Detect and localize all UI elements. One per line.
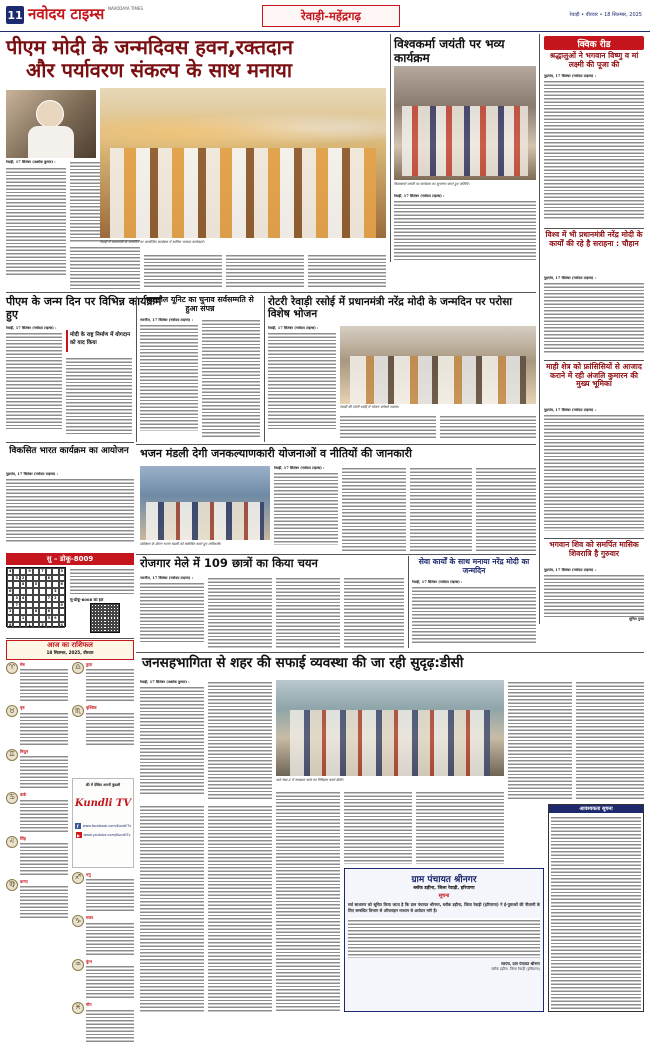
sudoku-cell: 9 bbox=[59, 602, 65, 609]
viksit-headline: विकसित भारत कार्यक्रम का आयोजन bbox=[9, 446, 129, 456]
seva-body bbox=[412, 580, 536, 648]
lead-body-col5 bbox=[308, 253, 386, 289]
sudoku-cell bbox=[59, 615, 65, 622]
zodiac-name: वृष bbox=[20, 705, 25, 711]
zodiac-entry bbox=[6, 792, 68, 833]
sanitation-body-col3 bbox=[508, 680, 572, 800]
qr-item2-dateline: गुड़गांव, 17 सितंबर (नवोदय टाइम्स) : bbox=[544, 276, 597, 280]
zodiac-name: मीन bbox=[86, 1002, 92, 1008]
sanitation-body-col5 bbox=[140, 804, 204, 1012]
lead-photo bbox=[6, 90, 96, 158]
lead-headline-line2: और पर्यावरण संकल्प के साथ मनाया bbox=[26, 58, 293, 82]
sudoku-grid bbox=[6, 567, 66, 627]
sudoku-solution-label: सु-डोकू-8008 का हल bbox=[70, 597, 104, 602]
kundli-sub: फ्री में देखिए अपनी कुंडली bbox=[85, 783, 121, 787]
roti-photo bbox=[340, 326, 536, 404]
bhajan-body-col1 bbox=[274, 466, 338, 552]
qr-item4-headline: भगवान शिव को समर्पित मासिक शिवरात्रि है गुरुवार bbox=[549, 540, 639, 558]
gram-notice bbox=[344, 868, 544, 1012]
sudoku-cell: 8 bbox=[46, 575, 52, 582]
zodiac-10-icon: ♑ bbox=[72, 915, 84, 927]
facebook-link[interactable]: www.facebook.com/KundliTv bbox=[82, 824, 132, 828]
rojgar-body-col2 bbox=[208, 576, 272, 648]
nascent-headline: नास्लौल यूनिट का चुनाव सर्वसम्मति से हुआ संपन्न bbox=[146, 295, 254, 313]
page-number: 11 bbox=[6, 6, 24, 24]
zodiac-name: तुला bbox=[86, 662, 93, 667]
qr-item1-body bbox=[544, 74, 644, 226]
zodiac-name: कन्या bbox=[20, 878, 28, 884]
zodiac-name: वृश्चिक bbox=[86, 705, 97, 711]
birthday-dateline: रेवाड़ी, 17 सितंबर (नवोदय टाइम्स) : bbox=[6, 326, 57, 330]
roti-photo-caption: रेवाड़ी की रोटरी रसोई में भोजन परोसते सदस्य। bbox=[340, 405, 399, 409]
bhajan-dateline: रेवाड़ी, 17 सितंबर (नवोदय टाइम्स) : bbox=[274, 466, 325, 470]
sanitation-body-col7 bbox=[276, 790, 340, 1012]
sudoku-cell: 4 bbox=[9, 569, 12, 573]
lead-group-photo bbox=[100, 88, 386, 238]
birthday-subhead-box bbox=[66, 330, 132, 352]
vishwakarma-photo bbox=[394, 66, 536, 180]
gram-notice-body: सर्व साधारण को सूचित किया जाता है कि ग्राम पंचायत श्रीनगर, ब्लॉक डहीना, जिला रेवाड़ी (हरियाणा) ने ई-पुस्तकों की नीलामी के लिए सम्बंधित विभाग से ऑनलाइन माध्यम से आवेदन मांगे हैं। bbox=[348, 902, 540, 913]
sudoku-cell: 8 bbox=[9, 622, 12, 627]
rojgar-dateline: नारनौल, 17 सितंबर (नवोदय टाइम्स) : bbox=[140, 576, 193, 580]
bhajan-headline: भजन मंडली देगी जनकल्याणकारी योजनाओं व नीतियों की जानकारी bbox=[140, 447, 412, 460]
sudoku-cell: 9 bbox=[54, 616, 57, 621]
qr-item3-body bbox=[544, 408, 644, 536]
sudoku-solution-cell bbox=[116, 629, 119, 632]
zodiac-entry bbox=[72, 959, 134, 1000]
gram-notice-footer: ब्लॉक डहीना, जिला रेवाड़ी (हरियाणा) bbox=[491, 967, 540, 971]
quick-read-banner bbox=[544, 36, 644, 50]
birthday-headline: पीएम के जन्म दिन पर विभिन्न कार्यक्रम हुए bbox=[6, 295, 162, 321]
roti-headline: रोटरी रेवाड़ी रसोई में प्रधानमंत्री नरेंद्र मोदी के जन्मदिन पर परोसा विशेष भोजन bbox=[268, 296, 513, 321]
gram-notice-signature: सरपंच, ग्राम पंचायत श्रीनगर bbox=[501, 961, 540, 966]
rojgar-body-col3 bbox=[276, 576, 340, 648]
zodiac-entry bbox=[6, 705, 68, 746]
sudoku-cell: 6 bbox=[59, 581, 65, 588]
qr-item4-body bbox=[544, 568, 644, 628]
sudoku-banner bbox=[6, 553, 134, 565]
paper-sub: NAVODAYA TIMES bbox=[108, 6, 144, 11]
zodiac-4-icon: ♋ bbox=[6, 792, 18, 804]
sudoku-solution-grid bbox=[90, 603, 120, 633]
vishwakarma-body bbox=[394, 194, 536, 266]
zodiac-entry bbox=[72, 1002, 134, 1043]
sanitation-body-col6 bbox=[208, 804, 272, 1012]
sudoku-cell: 5 bbox=[41, 622, 44, 627]
gram-notice-subtitle: ब्लॉक डहीना, जिला रेवाड़ी, हरियाणा bbox=[413, 886, 475, 891]
lead-headline-line1: पीएम मोदी के जन्मदिवस हवन,रक्तदान bbox=[6, 35, 293, 59]
gram-notice-label: सूचना bbox=[438, 893, 450, 899]
roti-body-col3 bbox=[440, 414, 536, 440]
sudoku-cell: 5 bbox=[33, 581, 39, 588]
zodiac-column-2 bbox=[72, 662, 134, 774]
sudoku-cell: 1 bbox=[28, 622, 31, 627]
vishwakarma-photo-caption: विश्वकर्मा जयंती पर कार्यक्रम का शुभारंभ करते हुए अतिथि। bbox=[394, 182, 470, 186]
sanitation-body-col2 bbox=[208, 680, 272, 800]
zodiac-name: मेष bbox=[20, 662, 25, 667]
sudoku-cell: 1 bbox=[20, 615, 26, 622]
birthday-body-col1 bbox=[6, 326, 62, 436]
sanitation-dateline: रेवाड़ी, 17 सितंबर (अशोक कुमार) : bbox=[140, 680, 190, 684]
sudoku-cell: 3 bbox=[15, 595, 18, 600]
birthday-subhead: मोदी के राष्ट्र निर्माण में योगदान को याद किया bbox=[70, 332, 131, 346]
zodiac-8-icon: ♏ bbox=[72, 705, 84, 717]
sudoku-cell: 4 bbox=[20, 595, 26, 602]
bhajan-photo bbox=[140, 466, 270, 540]
zodiac-11-icon: ♒ bbox=[72, 959, 84, 971]
zodiac-entry bbox=[72, 705, 134, 746]
zodiac-entry bbox=[6, 662, 68, 703]
classified-title: आवश्यकता सूचना bbox=[549, 805, 643, 813]
section-banner bbox=[262, 5, 400, 27]
zodiac-name: कर्क bbox=[20, 792, 27, 798]
youtube-icon: ▶ bbox=[76, 832, 81, 838]
quick-read-label: क्विक रीड bbox=[577, 39, 611, 50]
viksit-body bbox=[6, 472, 134, 550]
lead-body-col1 bbox=[6, 160, 66, 284]
qr-item3-headline: माही शेत्र को फ्रांसिसियों से आजाद कराने में रही अंजलि कुमारन की मुख्य भूमिका bbox=[546, 362, 642, 389]
zodiac-name: सिंह bbox=[20, 835, 26, 841]
sudoku-instructions bbox=[70, 567, 134, 595]
seva-dateline: रेवाड़ी, 17 सितंबर (नवोदय टाइम्स) : bbox=[412, 580, 463, 584]
qr-item1-dateline: गुड़गांव, 17 सितंबर (नवोदय टाइम्स) : bbox=[544, 74, 597, 78]
sudoku-cell bbox=[59, 608, 65, 615]
zodiac-2-icon: ♉ bbox=[6, 705, 18, 717]
section-title: रेवाड़ी-महेंद्रगढ़ bbox=[300, 8, 362, 23]
zodiac-5-icon: ♌ bbox=[6, 836, 18, 848]
qr-item1-headline: श्रद्धालुओं ने भगवान विष्णु व मां लक्ष्मी की पूजा की bbox=[549, 51, 639, 69]
birthday-body-col2 bbox=[66, 356, 132, 436]
youtube-link[interactable]: www.youtube.com/KundliTv bbox=[83, 833, 131, 837]
dateline: रेवाड़ी • वीरवार • 18 सितम्बर, 2025 bbox=[569, 12, 642, 18]
sudoku-cell: 2 bbox=[20, 575, 26, 582]
roti-dateline: रेवाड़ी, 17 सितंबर (नवोदय टाइम्स) : bbox=[268, 326, 319, 330]
lead-photo-caption: रेवाड़ी में प्रधानमंत्री के जन्मदिन पर आयोजित कार्यक्रम में शामिल भाजपा कार्यकर्ता। bbox=[100, 240, 205, 244]
bhajan-body-col4 bbox=[476, 466, 536, 552]
horoscope-title: आज का राशिफल bbox=[47, 641, 93, 649]
horoscope-header bbox=[6, 640, 134, 660]
sudoku-cell: 6 bbox=[46, 608, 52, 615]
rojgar-headline: रोजगार मेले में 109 छात्रों का किया चयन bbox=[140, 556, 318, 570]
bhajan-photo-caption: प्रशिक्षण के दौरान भजन मंडली को संबोधित करते हुए अधिकारी। bbox=[140, 542, 222, 546]
zodiac-column-3 bbox=[72, 872, 134, 1012]
lead-headline bbox=[6, 36, 386, 82]
paper-name: नवोदय टाइम्स bbox=[28, 5, 105, 23]
roti-body-col1 bbox=[268, 326, 336, 436]
zodiac-entry bbox=[72, 872, 134, 913]
masthead bbox=[0, 0, 650, 32]
sudoku-cell: 9 bbox=[28, 569, 31, 573]
sudoku-title: सु – डोकू-8009 bbox=[46, 554, 94, 563]
sudoku-cell bbox=[59, 595, 65, 602]
zodiac-entry bbox=[6, 879, 68, 920]
horoscope-date: 18 सितम्बर, 2025, वीरवार bbox=[46, 650, 94, 655]
zodiac-entry bbox=[72, 662, 134, 703]
zodiac-9-icon: ♐ bbox=[72, 872, 84, 884]
facebook-icon: f bbox=[75, 823, 81, 829]
sudoku-cell: 7 bbox=[15, 602, 18, 607]
sanitation-photo bbox=[276, 680, 504, 776]
gram-notice-title: ग्राम पंचायत श्रीनगर bbox=[411, 875, 477, 885]
lead-body-col0 bbox=[70, 245, 140, 289]
rojgar-body-col4 bbox=[344, 576, 404, 648]
sudoku-cell: 7 bbox=[41, 569, 44, 573]
qr-item4-dateline: गुड़गांव, 17 सितंबर (नवोदय टाइम्स) : bbox=[544, 568, 597, 572]
roti-body-col2 bbox=[340, 414, 436, 440]
zodiac-3-icon: ♊ bbox=[6, 749, 18, 761]
bhajan-body-col3 bbox=[410, 466, 472, 552]
lead-dateline: रेवाड़ी, 17 सितंबर (अशोक कुमार) : bbox=[6, 160, 56, 164]
sudoku-cell: 4 bbox=[59, 622, 65, 629]
sudoku-cell: 3 bbox=[46, 615, 52, 622]
zodiac-7-icon: ♎ bbox=[72, 662, 84, 674]
sudoku-cell: 3 bbox=[54, 589, 57, 594]
sanitation-photo-caption: वार्ड नंबर-4 में स्वच्छता कार्य का निरीक्षण करते डीसी। bbox=[276, 778, 344, 782]
zodiac-entry bbox=[72, 915, 134, 956]
zodiac-12-icon: ♓ bbox=[72, 1002, 84, 1014]
sudoku-cell: 5 bbox=[15, 575, 18, 580]
kundli-ad bbox=[72, 778, 134, 868]
sudoku-cell: 3 bbox=[59, 568, 65, 575]
sudoku-cell: 7 bbox=[46, 595, 52, 602]
zodiac-name: मकर bbox=[86, 915, 94, 921]
sudoku-cell: 8 bbox=[20, 581, 26, 588]
lead-body-col4 bbox=[226, 253, 304, 289]
sudoku-cell: 2 bbox=[9, 609, 12, 614]
nascent-body bbox=[140, 318, 198, 438]
sanitation-body-col4 bbox=[576, 680, 644, 800]
kundli-logo: Kundli TV bbox=[74, 798, 132, 809]
sanitation-body-col9 bbox=[416, 790, 504, 864]
zodiac-name: धनु bbox=[86, 872, 91, 877]
zodiac-entry bbox=[6, 749, 68, 790]
classified-box bbox=[548, 804, 644, 1012]
zodiac-name: मिथुन bbox=[20, 748, 29, 754]
sudoku-cell: 6 bbox=[9, 589, 12, 594]
sanitation-headline: जनसहभागिता से शहर की सफाई व्यवस्था की जा रही सुदृढ़:डीसी bbox=[142, 655, 464, 671]
seva-headline: सेवा कार्यों के साथ मनाया नरेंद्र मोदी का जन्मदिन bbox=[418, 557, 530, 575]
vishwakarma-headline: विश्वकर्मा जयंती पर भव्य कार्यक्रम bbox=[394, 37, 505, 65]
zodiac-column-1 bbox=[6, 662, 68, 1012]
qr-item4-byline: सुमित गुप्ता bbox=[629, 617, 644, 622]
zodiac-6-icon: ♍ bbox=[6, 879, 18, 891]
sudoku-cell bbox=[59, 575, 65, 582]
nascent-body-col2 bbox=[202, 318, 260, 438]
zodiac-entry bbox=[6, 836, 68, 877]
sudoku-cell: 2 bbox=[54, 595, 57, 600]
qr-item3-dateline: गुड़गांव, 17 सितंबर (नवोदय टाइम्स) : bbox=[544, 408, 597, 412]
qr-item2-headline: विश्व में भी प्रधानमंत्री नरेंद्र मोदी के कार्यों की रहे है सराहना : चौहान bbox=[545, 230, 643, 248]
nascent-dateline: नारनौल, 17 सितंबर (नवोदय टाइम्स) : bbox=[140, 318, 193, 322]
sudoku-cell: 8 bbox=[33, 608, 39, 615]
rojgar-body-col1 bbox=[140, 576, 204, 648]
qr-item2-body bbox=[544, 276, 644, 358]
zodiac-name: कुंभ bbox=[86, 958, 92, 964]
sudoku-cell bbox=[59, 588, 65, 595]
lead-body-col3 bbox=[144, 253, 222, 289]
viksit-dateline: गुड़गांव, 17 सितंबर (नवोदय टाइम्स) : bbox=[6, 472, 59, 476]
vishwakarma-dateline: रेवाड़ी, 17 सितंबर (नवोदय टाइम्स) : bbox=[394, 194, 445, 198]
bhajan-body-col2 bbox=[342, 466, 406, 552]
sanitation-body-col8 bbox=[344, 790, 412, 864]
zodiac-1-icon: ♈ bbox=[6, 662, 18, 674]
sanitation-body-col1 bbox=[140, 680, 204, 800]
